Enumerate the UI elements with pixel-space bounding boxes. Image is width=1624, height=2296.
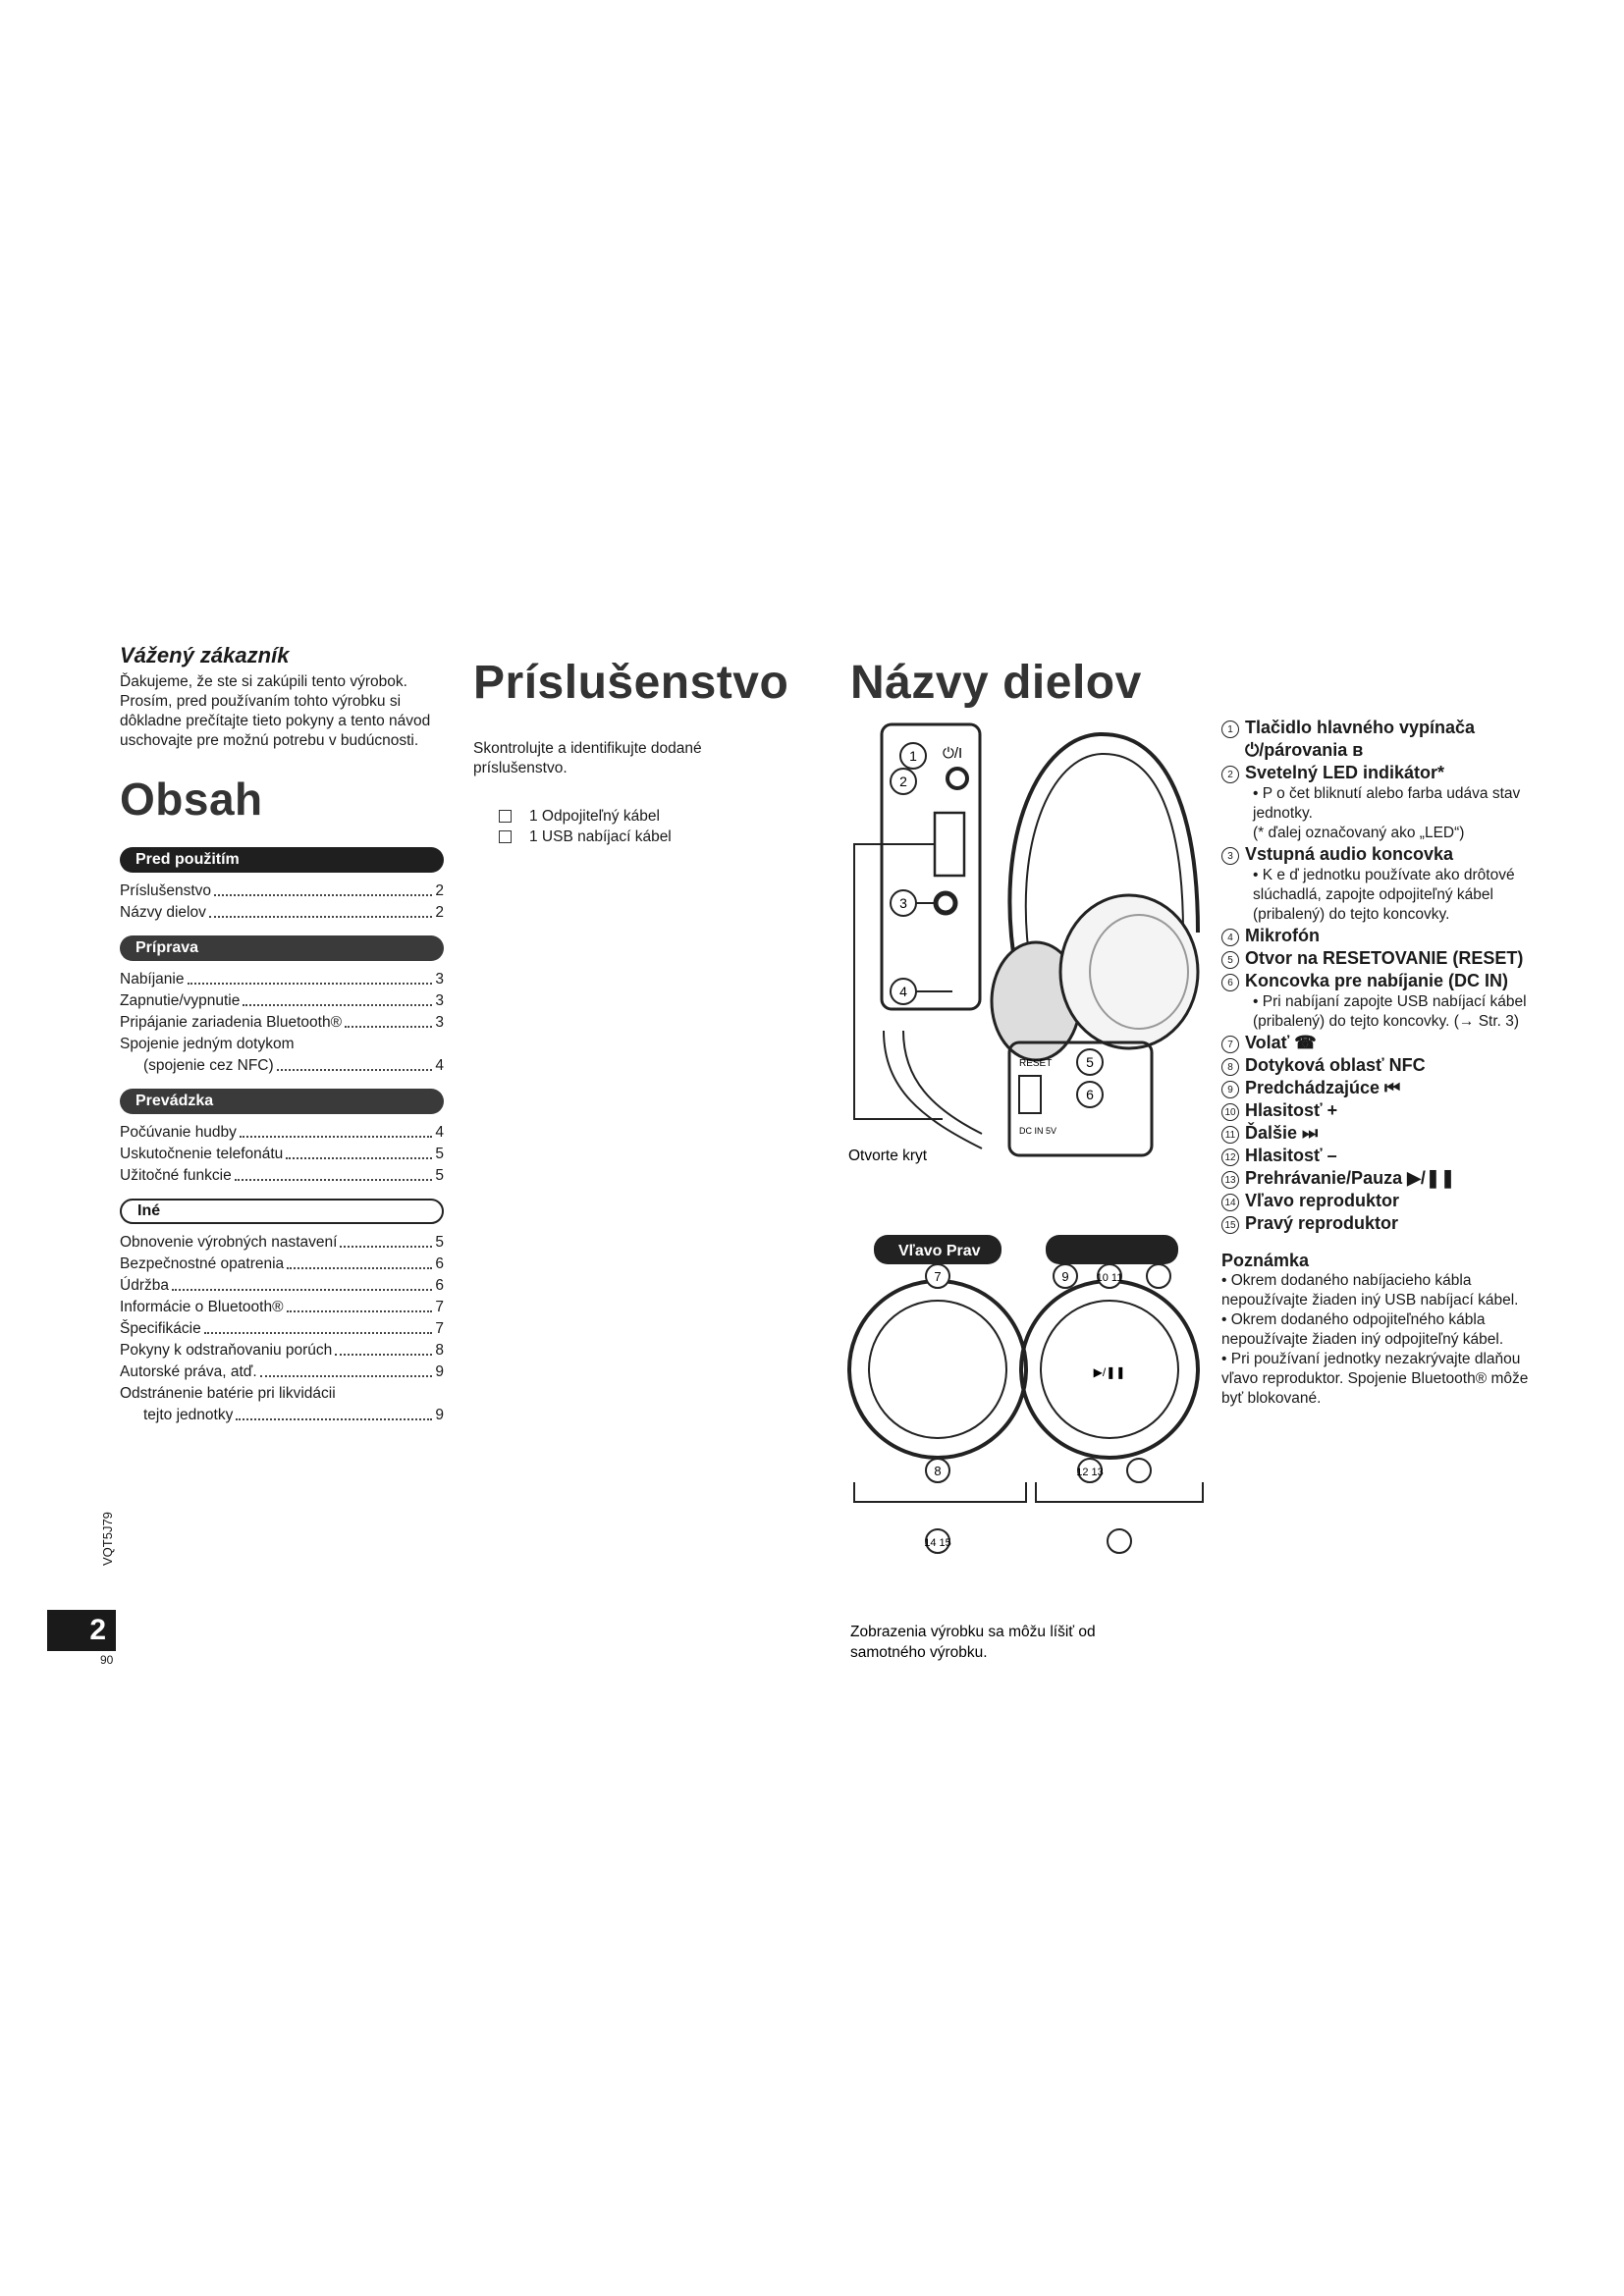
toc-section-header: Prevádzka [120, 1089, 444, 1114]
part-title: Koncovka pre nabíjanie (DC IN) [1245, 971, 1509, 990]
part-number-badge: 12 [1221, 1148, 1239, 1166]
toc-page: 6 [435, 1255, 444, 1272]
part-title: Vľavo reproduktor [1245, 1191, 1399, 1210]
toc-leader [287, 1297, 433, 1312]
toc-label: tejto jednotky [143, 1407, 234, 1423]
toc-leader [235, 1165, 433, 1181]
svg-text:9: 9 [1061, 1269, 1069, 1284]
part-description: • K e ď jednotku používate ako drôtové slúchadlá, zapojte odpojiteľný kábel (pribalený) do tejto koncovky. [1253, 867, 1515, 923]
part-item [1221, 1054, 1536, 1077]
accessories-title: Príslušenstvo [473, 657, 789, 709]
part-item [1221, 1122, 1536, 1145]
part-number-badge: 2 [1221, 766, 1239, 783]
toc-label: Užitočné funkcie [120, 1167, 232, 1184]
toc-page: 3 [435, 1014, 444, 1031]
part-title: Predchádzajúce ⏮ [1245, 1078, 1401, 1097]
part-item [1221, 1077, 1536, 1099]
part-number-badge: 4 [1221, 929, 1239, 946]
toc-page: 5 [435, 1234, 444, 1251]
toc-page: 3 [435, 971, 444, 988]
part-item [1221, 1099, 1536, 1122]
toc-label: Údržba [120, 1277, 169, 1294]
list-item: 1 Odpojiteľný kábel [499, 806, 797, 827]
note-item: • Pri používaní jednotky nezakrývajte dlaňou vľavo reproduktor. Spojenie Bluetooth® môže byť blokované. [1221, 1351, 1529, 1407]
part-number-badge: 10 [1221, 1103, 1239, 1121]
svg-text:2: 2 [899, 774, 907, 789]
toc-row[interactable] [120, 990, 444, 1012]
toc-leader [243, 990, 432, 1006]
part-number-badge: 14 [1221, 1194, 1239, 1211]
svg-text:3: 3 [899, 895, 907, 911]
headphones-diagram [844, 717, 1218, 1679]
toc-page: 7 [435, 1320, 444, 1337]
part-title: Vstupná audio koncovka [1245, 844, 1454, 864]
toc-leader [172, 1275, 432, 1291]
list-item: 1 USB nabíjací kábel [499, 827, 797, 847]
part-item [1221, 843, 1536, 925]
part-item [1221, 1212, 1536, 1235]
svg-text:7: 7 [934, 1269, 942, 1284]
toc-row[interactable] [120, 1165, 444, 1187]
toc-row[interactable] [120, 1318, 444, 1340]
note-item: • Okrem dodaného nabíjacieho kábla nepoužívajte žiaden iný USB nabíjací kábel. [1221, 1272, 1519, 1308]
svg-text:12 13: 12 13 [1076, 1467, 1104, 1478]
part-title: Hlasitosť – [1245, 1146, 1337, 1165]
part-number-badge: 7 [1221, 1036, 1239, 1053]
toc-label: Nabíjanie [120, 971, 185, 988]
toc-label: Bezpečnostné opatrenia [120, 1255, 285, 1272]
svg-text:1: 1 [909, 748, 917, 764]
part-number-badge: 13 [1221, 1171, 1239, 1189]
toc-row[interactable] [120, 881, 444, 902]
toc-page: 8 [435, 1342, 444, 1359]
toc-page: 5 [435, 1146, 444, 1162]
toc-row[interactable] [120, 1275, 444, 1297]
accessories-intro: Skontrolujte a identifikujte dodané príslušenstvo. [473, 740, 702, 776]
part-title: Svetelný LED indikátor* [1245, 763, 1445, 782]
note-body [1221, 1271, 1536, 1409]
part-number-badge: 1 [1221, 721, 1239, 738]
part-item [1221, 1190, 1536, 1212]
part-item [1221, 1145, 1536, 1167]
svg-text:5: 5 [1086, 1054, 1094, 1070]
checkbox-icon [499, 810, 512, 823]
part-item [1221, 925, 1536, 947]
toc-row[interactable] [120, 1055, 444, 1077]
toc-row[interactable] [120, 1297, 444, 1318]
toc-label: Počúvanie hudby [120, 1124, 237, 1141]
toc-leader [286, 1144, 432, 1159]
toc-label: Príslušenstvo [120, 882, 212, 899]
part-title: Ďalšie ⏭ [1245, 1123, 1319, 1143]
part-number-badge: 11 [1221, 1126, 1239, 1144]
toc-page: 9 [435, 1407, 444, 1423]
part-item [1221, 970, 1536, 1032]
toc-leader [335, 1340, 432, 1356]
part-item [1221, 717, 1536, 762]
svg-text:▶/❚❚: ▶/❚❚ [1093, 1365, 1126, 1379]
toc-leader [260, 1362, 433, 1377]
part-number-badge: 15 [1221, 1216, 1239, 1234]
svg-text:14 15: 14 15 [924, 1537, 951, 1549]
toc-page: 3 [435, 992, 444, 1009]
toc-label: (spojenie cez NFC) [143, 1057, 274, 1074]
toc-leader [204, 1318, 433, 1334]
svg-text:10 11: 10 11 [1096, 1272, 1123, 1284]
part-number-badge: 8 [1221, 1058, 1239, 1076]
toc-page: 4 [435, 1124, 444, 1141]
part-description: (* ďalej označovaný ako „LED“) [1253, 825, 1465, 841]
toc-leader [340, 1232, 432, 1248]
toc-row[interactable] [120, 969, 444, 990]
toc-leader [287, 1254, 432, 1269]
doc-code: VQT5J79 [100, 1512, 115, 1566]
toc-page: 2 [435, 904, 444, 921]
svg-text:8: 8 [934, 1464, 942, 1478]
part-description: • P o čet bliknutí alebo farba udáva stav jednotky. [1253, 785, 1521, 822]
svg-text:Zobrazenia výrobku sa môžu líš: Zobrazenia výrobku sa môžu líšiť od [850, 1624, 1096, 1640]
part-title: Prehrávanie/Pauza ▶/❚❚ [1245, 1168, 1456, 1188]
greeting-title: Vážený zákazník [120, 643, 290, 667]
part-number-badge: 5 [1221, 951, 1239, 969]
checkbox-icon [499, 830, 512, 843]
svg-text:DC IN 5V: DC IN 5V [1019, 1126, 1057, 1136]
toc-label: Informácie o Bluetooth® [120, 1299, 284, 1315]
table-of-contents [120, 847, 444, 1426]
toc-section-header: Pred použitím [120, 847, 444, 873]
accessories-column [473, 656, 797, 847]
part-title: Pravý reproduktor [1245, 1213, 1399, 1233]
part-title: Volať ☎ [1245, 1033, 1317, 1052]
toc-row[interactable] [120, 1122, 444, 1144]
toc-row[interactable] [120, 1144, 444, 1165]
svg-text:4: 4 [899, 984, 907, 999]
toc-page: 2 [435, 882, 444, 899]
svg-text:samotného výrobku.: samotného výrobku. [850, 1644, 988, 1661]
accessories-list [499, 806, 797, 847]
toc-title: Obsah [120, 774, 263, 825]
parts-column [850, 656, 1223, 710]
toc-row[interactable] [120, 1405, 444, 1426]
toc-label: Obnovenie výrobných nastavení [120, 1234, 338, 1251]
part-title: Mikrofón [1245, 926, 1320, 945]
toc-leader [277, 1055, 433, 1071]
toc-row[interactable]: Spojenie jedným dotykom [120, 1036, 295, 1052]
left-column [120, 643, 444, 1426]
part-description: • Pri nabíjaní zapojte USB nabíjací kábel (pribalený) do tejto koncovky. (→ Str. 3) [1253, 993, 1527, 1030]
parts-list [1221, 717, 1536, 1409]
toc-section-header: Príprava [120, 935, 444, 961]
svg-text:6: 6 [1086, 1087, 1094, 1102]
toc-row[interactable] [120, 1340, 444, 1362]
page-sub-number: 90 [100, 1653, 114, 1667]
toc-page: 4 [435, 1057, 444, 1074]
part-title: Dotyková oblasť NFC [1245, 1055, 1426, 1075]
toc-label: Zapnutie/vypnutie [120, 992, 241, 1009]
toc-page: 7 [435, 1299, 444, 1315]
part-number-badge: 3 [1221, 847, 1239, 865]
svg-text:RESET: RESET [1019, 1058, 1053, 1069]
part-title: Hlasitosť + [1245, 1100, 1338, 1120]
toc-page: 5 [435, 1167, 444, 1184]
toc-label: Špecifikácie [120, 1320, 201, 1337]
toc-row[interactable] [120, 1254, 444, 1275]
note-title: Poznámka [1221, 1251, 1310, 1270]
toc-label: Autorské práva, atď. [120, 1363, 257, 1380]
toc-page: 6 [435, 1277, 444, 1294]
toc-label: Pokyny k odstraňovaniu porúch [120, 1342, 333, 1359]
parts-title: Názvy dielov [850, 657, 1142, 709]
page-number: 2 [47, 1610, 116, 1651]
toc-section-header: Iné [120, 1199, 444, 1224]
svg-text:⏻/I: ⏻/I [943, 745, 963, 762]
greeting-body: Ďakujeme, že ste si zakúpili tento výrobok. Prosím, pred používaním tohto výrobku si dôkladne prečítajte tieto pokyny a tento návod uschovajte pre možnú potrebu v budúcnosti. [120, 673, 431, 749]
toc-leader [214, 881, 432, 896]
part-number-badge: 9 [1221, 1081, 1239, 1098]
toc-page: 9 [435, 1363, 444, 1380]
part-title: Tlačidlo hlavného vypínača ⏻/párovania ʙ [1245, 718, 1476, 760]
part-item [1221, 947, 1536, 970]
toc-leader [240, 1122, 432, 1138]
toc-leader [236, 1405, 432, 1420]
toc-row[interactable] [120, 1362, 444, 1383]
part-title: Otvor na RESETOVANIE (RESET) [1245, 948, 1524, 968]
part-item [1221, 1032, 1536, 1054]
part-number-badge: 6 [1221, 974, 1239, 991]
toc-label: Názvy dielov [120, 904, 206, 921]
toc-row[interactable] [120, 1232, 444, 1254]
svg-text:Vľavo Prav: Vľavo Prav [898, 1243, 981, 1259]
toc-leader [188, 969, 433, 985]
toc-label: Pripájanie zariadenia Bluetooth® [120, 1014, 342, 1031]
toc-leader [209, 902, 433, 918]
part-item [1221, 1167, 1536, 1190]
toc-label: Uskutočnenie telefonátu [120, 1146, 284, 1162]
toc-leader [345, 1012, 432, 1028]
svg-text:Otvorte kryt: Otvorte kryt [848, 1148, 928, 1164]
part-item [1221, 762, 1536, 843]
toc-row[interactable] [120, 902, 444, 924]
note-item: • Okrem dodaného odpojiteľného kábla nepoužívajte žiaden iný odpojiteľný kábel. [1221, 1311, 1504, 1348]
toc-row[interactable] [120, 1012, 444, 1034]
toc-row[interactable]: Odstránenie batérie pri likvidácii [120, 1385, 336, 1402]
